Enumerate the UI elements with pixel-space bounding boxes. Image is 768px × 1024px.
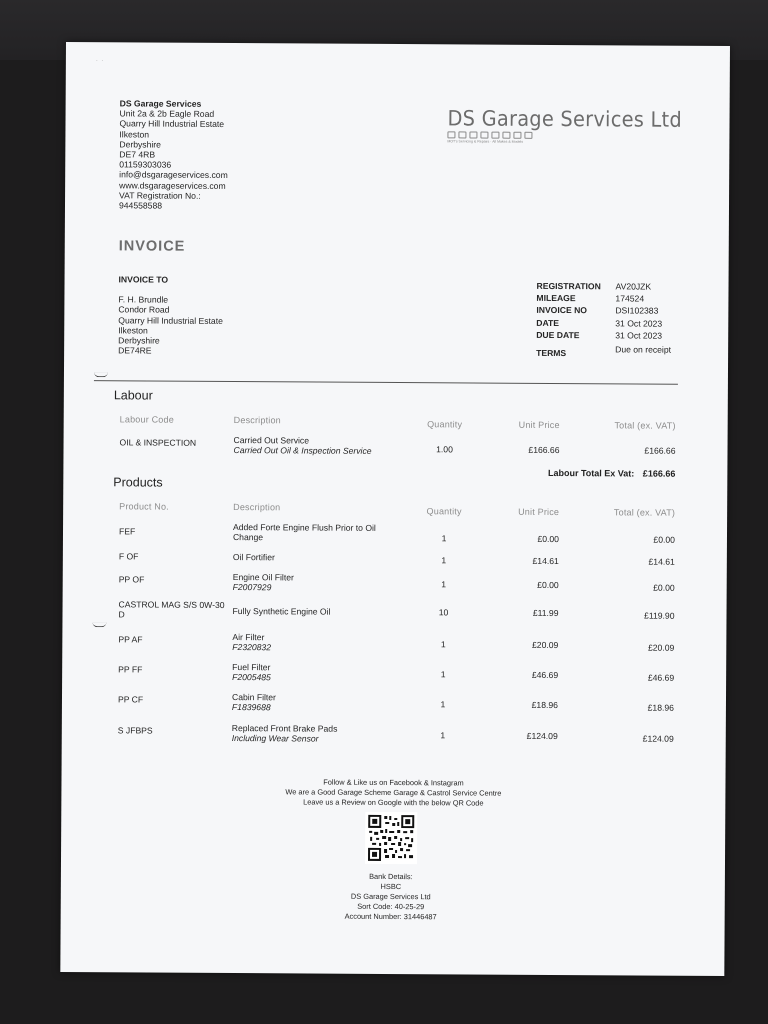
warning-icon [480, 132, 488, 139]
company-website: www.dsgarageservices.com [119, 179, 226, 191]
bank-details [301, 871, 481, 923]
meta-row-registration [536, 281, 681, 294]
row-description-sub: Carried Out Oil & Inspection Service [233, 445, 372, 457]
row-unit-price: £11.99 [532, 607, 559, 619]
customer-line: Ilkeston [118, 325, 148, 336]
meta-label: DUE DATE [536, 329, 580, 340]
meta-row-invoice-no [536, 305, 681, 318]
vat-number: 944558588 [118, 200, 163, 211]
labour-table-header [119, 414, 676, 431]
row-unit-price: £0.00 [537, 579, 559, 591]
customer-line: F. H. Brundle [118, 294, 169, 305]
header-total: Total (ex. VAT) [613, 507, 676, 518]
key-icon [524, 132, 532, 139]
section-divider [94, 380, 678, 385]
customer-line: Condor Road [118, 304, 170, 316]
row-code: PP FF [118, 664, 143, 675]
row-unit-price: £124.09 [526, 730, 558, 742]
header-total: Total (ex. VAT) [614, 420, 676, 431]
row-quantity: 1 [441, 533, 447, 544]
meta-value: Due on receipt [615, 344, 672, 355]
customer-line: Quarry Hill Industrial Estate [118, 314, 223, 326]
logo-icon-row [447, 131, 687, 139]
table-row [118, 571, 675, 593]
footer-line: Leave us a Review on Google with the below QR Code [303, 797, 484, 808]
company-name: DS Garage Services [119, 98, 202, 109]
logo-title: DS Garage Services Ltd [447, 106, 683, 132]
row-quantity: 1 [441, 579, 447, 590]
row-quantity: 1 [441, 555, 447, 566]
row-description-sub: F2320832 [232, 642, 272, 653]
row-description-main: Engine Oil Filter [232, 572, 294, 583]
products-section-title: Products [113, 475, 163, 490]
row-total: £20.09 [647, 642, 675, 653]
header-description: Description [233, 415, 281, 426]
paper-crease [92, 622, 106, 627]
row-unit-price: £0.00 [537, 533, 560, 545]
row-description-main: Air Filter [232, 632, 265, 643]
row-description [232, 632, 402, 653]
row-quantity: 10 [438, 607, 449, 618]
row-unit-price: £46.69 [531, 669, 559, 681]
company-address-line: DE7 4RB [119, 149, 156, 160]
row-description [232, 662, 402, 683]
table-row [118, 631, 675, 653]
invoice-page [60, 42, 730, 976]
vat-label: VAT Registration No.: [119, 190, 201, 201]
bank-account-name: DS Garage Services Ltd [350, 891, 431, 902]
oil-can-icon [469, 131, 477, 138]
row-description-sub: F1839688 [231, 702, 271, 713]
row-code: F OF [118, 551, 139, 562]
meta-row-mileage [536, 293, 681, 306]
tyre-icon [491, 132, 499, 139]
company-logo [447, 106, 687, 144]
row-description-sub: F2005485 [232, 672, 271, 683]
company-email: info@dsgarageservices.com [119, 169, 228, 181]
row-total: £124.09 [642, 733, 674, 744]
meta-label: REGISTRATION [536, 280, 601, 292]
row-code: PP CF [117, 694, 144, 705]
row-description-main: Fuel Filter [232, 662, 271, 673]
labour-section-title: Labour [113, 388, 153, 403]
header-unit-price: Unit Price [518, 506, 560, 518]
footer-line: Follow & Like us on Facebook & Instagram [323, 777, 464, 788]
row-description: Oil Fortifier [232, 552, 275, 563]
meta-value: DSI102383 [615, 305, 659, 316]
battery-icon [502, 132, 510, 139]
row-description: Added Forte Engine Flush Prior to Oil Change [232, 522, 376, 543]
paper-crease [94, 372, 108, 377]
invoice-to-block [118, 274, 223, 356]
paper-marks: · · [95, 58, 104, 65]
table-row [118, 599, 675, 621]
header-unit-price: Unit Price [518, 419, 560, 431]
logo-tagline: MOT's Servicing & Repairs · All Makes & Models [447, 139, 523, 144]
car-icon [447, 131, 455, 138]
footer-message [253, 777, 533, 809]
row-description-sub: F2007929 [232, 582, 272, 593]
row-total: £18.96 [647, 702, 674, 713]
row-unit-price: £18.96 [531, 699, 558, 711]
row-code: OIL & INSPECTION [119, 437, 197, 448]
labour-total-label: Labour Total Ex Vat: [547, 467, 635, 479]
table-row [118, 551, 675, 567]
meta-value: 174524 [615, 293, 645, 304]
invoice-meta [536, 281, 681, 359]
meta-label: DATE [536, 317, 560, 328]
row-quantity: 1 [440, 639, 446, 650]
labour-total [413, 467, 675, 479]
meta-value: 31 Oct 2023 [615, 330, 663, 341]
labour-total-value: £166.66 [642, 468, 676, 479]
table-row [119, 434, 676, 457]
header-code: Product No. [119, 501, 169, 512]
table-row [117, 691, 674, 713]
row-code: PP AF [118, 634, 143, 645]
header-quantity: Quantity [426, 506, 462, 517]
row-quantity: 1 [440, 699, 446, 710]
header-code: Labour Code [119, 414, 174, 425]
bank-sort-code: Sort Code: 40-25-29 [357, 902, 425, 912]
row-description [233, 572, 403, 593]
table-row [118, 661, 675, 683]
customer-line: DE74RE [118, 345, 152, 356]
document-title: INVOICE [118, 238, 186, 255]
meta-label: TERMS [536, 347, 567, 358]
engine-icon [513, 132, 521, 139]
row-description-main: Cabin Filter [231, 692, 276, 703]
row-description-main: Replaced Front Brake Pads [231, 723, 338, 734]
row-code: S JFBPS [117, 725, 153, 736]
table-row [117, 722, 674, 744]
meta-value: 31 Oct 2023 [615, 317, 663, 329]
row-total: £0.00 [653, 582, 675, 593]
meta-row-due-date [536, 330, 681, 343]
meta-value: AV20JZK [615, 281, 652, 292]
row-code: PP OF [118, 574, 145, 585]
row-total: £46.69 [647, 672, 675, 683]
company-address-line: Derbyshire [119, 139, 161, 150]
company-address-line: Unit 2a & 2b Eagle Road [119, 108, 215, 120]
meta-row-date [536, 317, 681, 330]
row-quantity: 1.00 [436, 444, 453, 455]
row-code: FEF [118, 526, 136, 537]
row-description [233, 435, 403, 456]
wrench-icon [458, 131, 466, 138]
row-unit-price: £166.66 [528, 444, 560, 456]
invoice-to-heading: INVOICE TO [118, 274, 169, 285]
customer-line: Derbyshire [118, 335, 160, 346]
bank-heading: Bank Details: [369, 871, 413, 882]
meta-label: INVOICE NO [536, 305, 588, 316]
row-description-main: Carried Out Service [233, 435, 310, 446]
row-total: £14.61 [648, 556, 675, 567]
company-phone: 01159303036 [119, 159, 172, 170]
row-description [232, 692, 402, 713]
products-table-header [119, 501, 676, 518]
row-description: Fully Synthetic Engine Oil [232, 606, 331, 617]
header-quantity: Quantity [427, 419, 463, 430]
company-address-line: Ilkeston [119, 128, 150, 140]
meta-row-terms [536, 344, 681, 359]
meta-label: MILEAGE [536, 293, 576, 304]
table-row [118, 521, 676, 545]
row-total: £119.90 [644, 610, 675, 621]
row-quantity: 1 [440, 669, 446, 680]
footer-line: We are a Good Garage Scheme Garage & Castrol Service Centre [285, 787, 502, 798]
row-total: £0.00 [653, 534, 676, 545]
company-address-line: Quarry Hill Industrial Estate [119, 118, 225, 130]
qr-code[interactable] [365, 812, 417, 864]
bank-name: HSBC [380, 882, 402, 892]
row-quantity: 1 [440, 730, 446, 741]
row-unit-price: £20.09 [531, 639, 559, 651]
row-code: CASTROL MAG S/S 0W-30 D [118, 599, 225, 620]
row-description [232, 723, 402, 744]
row-description-sub: Including Wear Sensor [231, 733, 319, 744]
header-description: Description [233, 502, 281, 513]
bank-account-number: Account Number: 31446487 [344, 912, 437, 922]
row-unit-price: £14.61 [532, 555, 559, 567]
row-total: £166.66 [644, 445, 676, 456]
company-details [119, 98, 228, 211]
